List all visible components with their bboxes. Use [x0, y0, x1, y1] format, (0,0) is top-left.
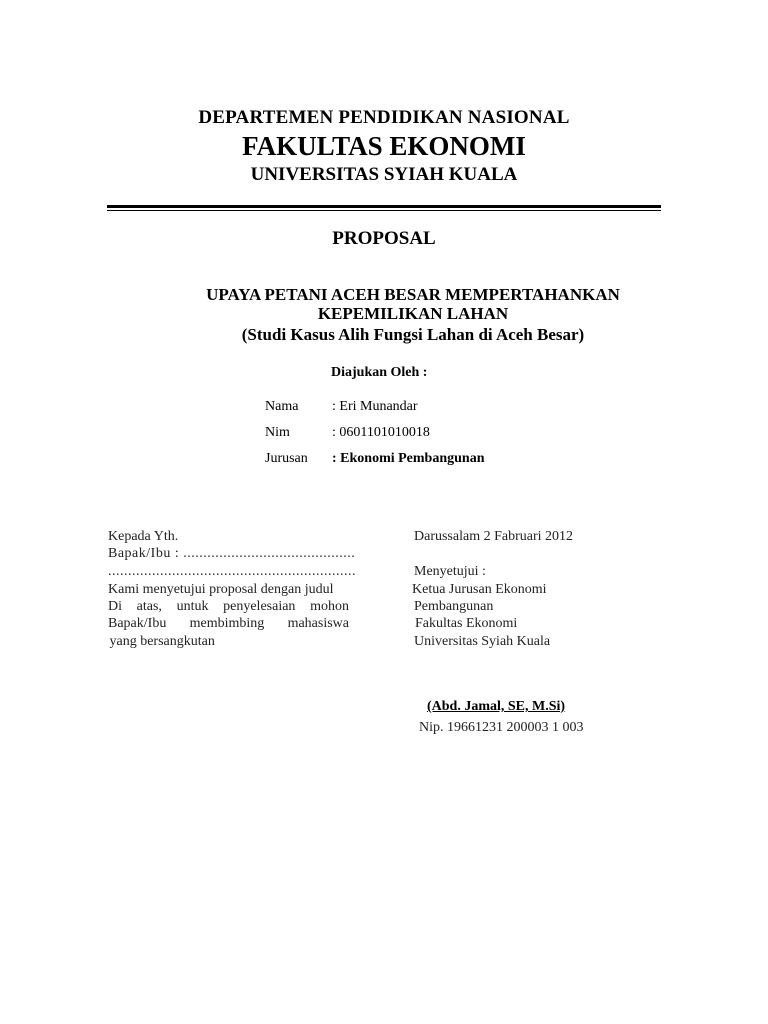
name-value: : Eri Munandar	[332, 399, 418, 414]
header-divider-thick	[107, 205, 661, 208]
faculty-heading: FAKULTAS EKONOMI	[242, 131, 526, 161]
approver-role-1: Ketua Jurusan Ekonomi	[412, 582, 547, 597]
recipient-line-7: yang bersangkutan	[106, 634, 215, 649]
title-line-2: KEPEMILIKAN LAHAN	[317, 304, 509, 323]
title-line-3: (Studi Kasus Alih Fungsi Lahan di Aceh Besar)	[241, 325, 585, 344]
approver-role-3: Fakultas Ekonomi	[415, 616, 518, 631]
recipient-line-6	[108, 616, 349, 632]
recipient-line-3: ..............................................................	[108, 564, 356, 579]
recipient-line-4: Kami menyetujui proposal dengan judul	[108, 582, 334, 597]
name-label: Nama	[265, 399, 299, 414]
title-line-1: UPAYA PETANI ACEH BESAR MEMPERTAHANKAN	[206, 285, 620, 304]
recipient-line-5-word: untuk	[176, 599, 209, 614]
recipient-line-6-word: membimbing	[189, 616, 265, 631]
recipient-line-5-word: atas,	[136, 599, 162, 614]
recipient-line-2: Bapak/Ibu : ...........................................	[108, 546, 356, 561]
nim-label: Nim	[265, 425, 290, 440]
recipient-line-5-word: mohon	[310, 599, 349, 614]
recipient-line-5	[108, 599, 349, 615]
signer-name: (Abd. Jamal, SE, M.Si)	[427, 699, 566, 714]
approver-role-2: Pembangunan	[414, 599, 494, 614]
approval-label: Menyetujui :	[414, 564, 486, 579]
submitted-by-heading: Diajukan Oleh :	[331, 365, 428, 380]
university-heading: UNIVERSITAS SYIAH KUALA	[250, 164, 518, 185]
document-type: PROPOSAL	[332, 228, 436, 249]
nim-value: : 0601101010018	[332, 425, 430, 440]
header-divider-thin	[107, 210, 661, 211]
approver-role-4: Universitas Syiah Kuala	[414, 634, 551, 649]
recipient-line-6-word: mahasiswa	[287, 616, 349, 631]
department-heading: DEPARTEMEN PENDIDIKAN NASIONAL	[198, 107, 570, 128]
department-label: Jurusan	[265, 451, 308, 466]
recipient-line-1: Kepada Yth.	[108, 529, 179, 544]
recipient-line-5-word: Di	[108, 599, 122, 614]
signer-nip: Nip. 19661231 200003 1 003	[419, 720, 584, 735]
recipient-line-5-word: penyelesaian	[223, 599, 296, 614]
place-date: Darussalam 2 Fabruari 2012	[414, 529, 574, 544]
department-value: : Ekonomi Pembangunan	[332, 451, 485, 466]
recipient-line-6-word: Bapak/Ibu	[108, 616, 167, 631]
